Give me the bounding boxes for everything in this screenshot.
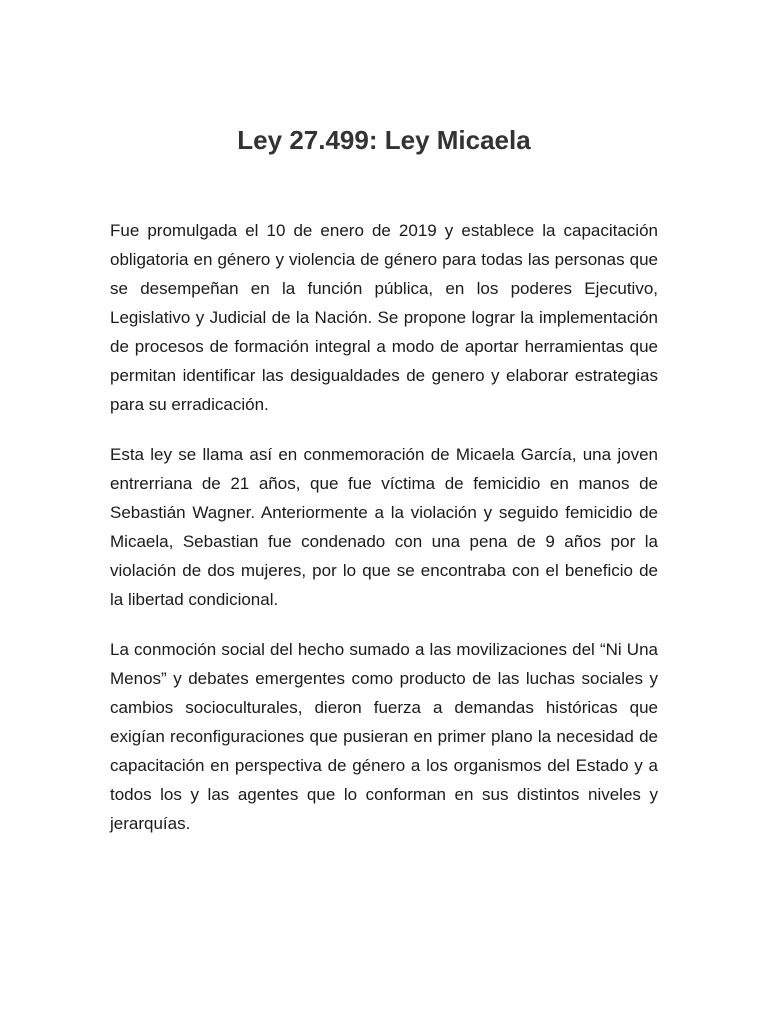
- paragraph-promulgation: Fue promulgada el 10 de enero de 2019 y establece la capacitación obligatoria en género y violencia de género para todas las personas que se desempeñan en la función pública, en los poderes Ejecutivo, Legislativo y Judicial de la Nación. Se propone lograr la implementación de procesos de formación integral a modo de aportar herramientas que permitan identificar las desigualdades de genero y elaborar estrategias para su erradicación.: [110, 221, 658, 414]
- paragraph-origin: Esta ley se llama así en conmemoración de Micaela García, una joven entrerriana de 21 años, que fue víctima de femicidio en manos de Sebastián Wagner. Anteriormente a la violación y seguido femicidio de Micaela, Sebastian fue condenado con una pena de 9 años por la violación de dos mujeres, por lo que se encontraba con el beneficio de la libertad condicional.: [110, 445, 658, 609]
- paragraph-context: La conmoción social del hecho sumado a las movilizaciones del “Ni Una Menos” y debates emergentes como producto de las luchas sociales y cambios socioculturales, dieron fuerza a demandas históricas que exigían reconfiguraciones que pusieran en primer plano la necesidad de capacitación en perspectiva de género a los organismos del Estado y a todos los y las agentes que lo conforman en sus distintos niveles y jerarquías.: [110, 640, 658, 833]
- document-title: Ley 27.499: Ley Micaela: [237, 125, 531, 155]
- document-body: [110, 216, 658, 859]
